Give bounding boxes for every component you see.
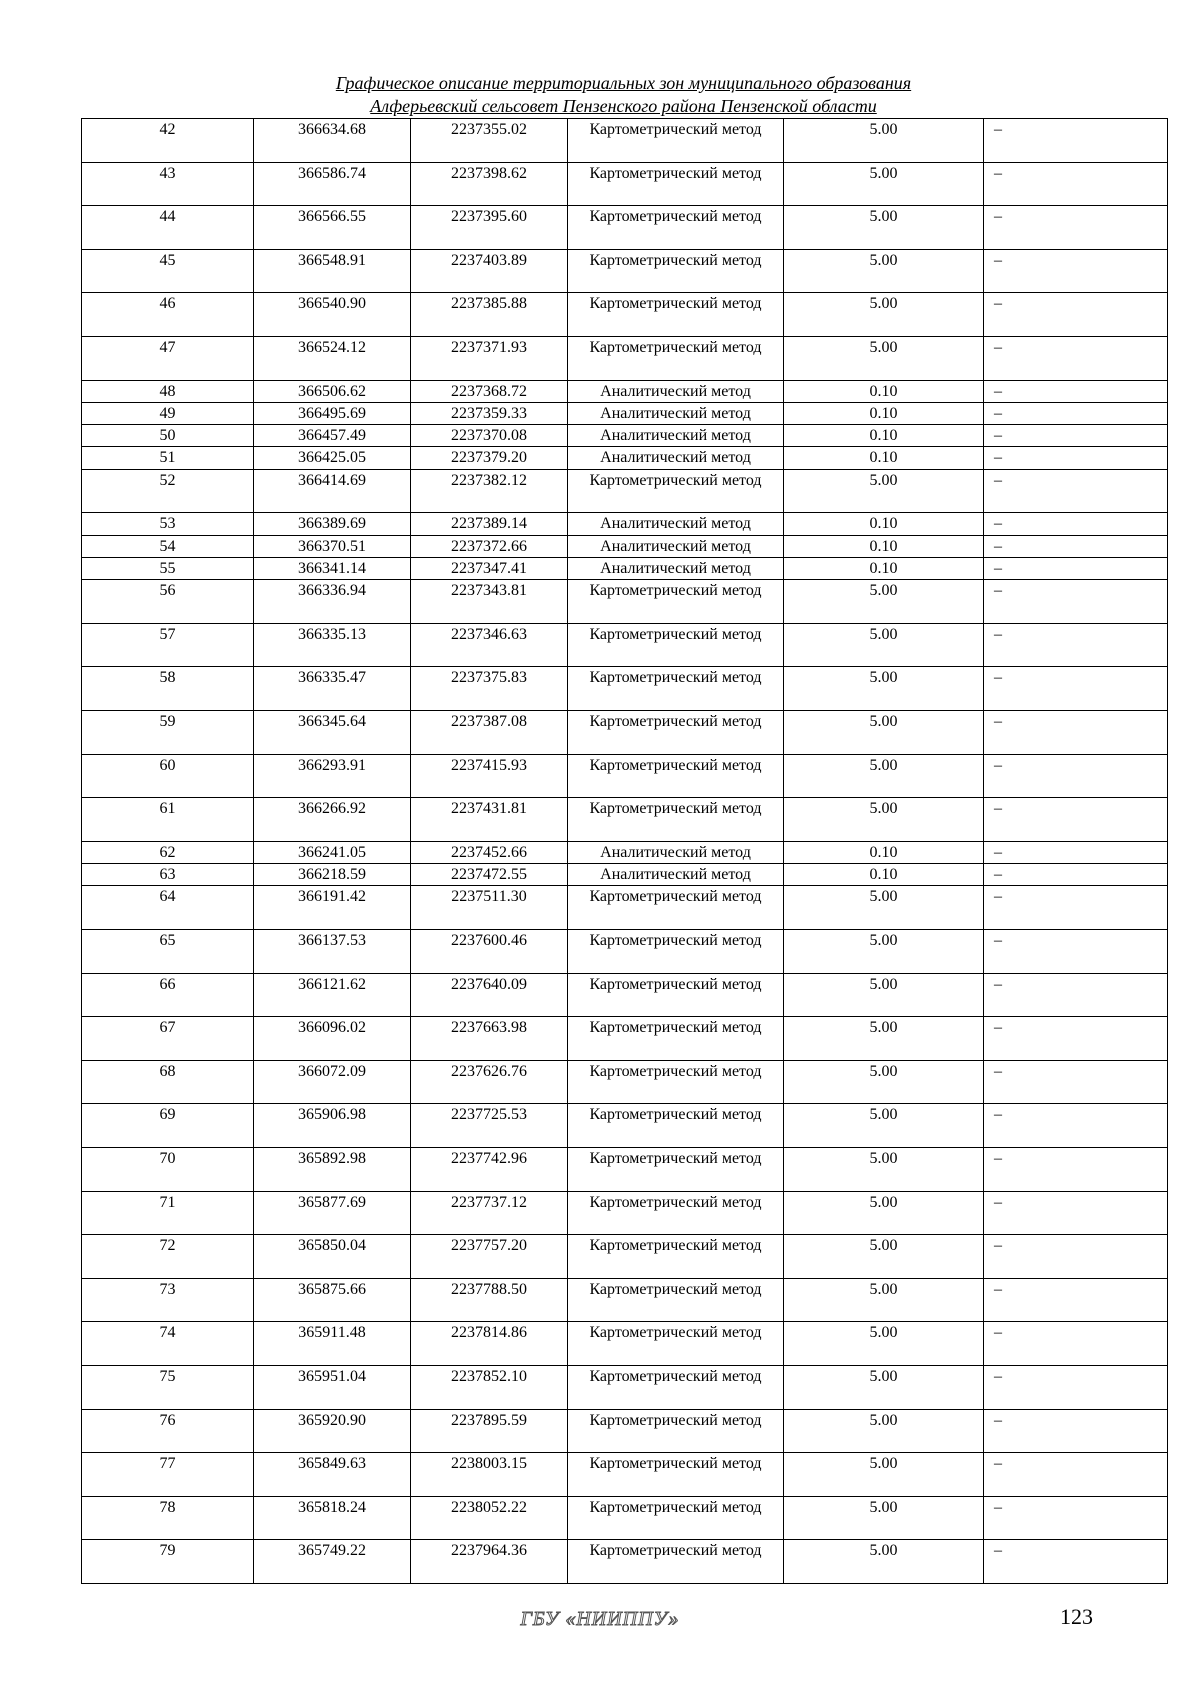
precision-cell: 0.10 <box>784 380 984 402</box>
x-coordinate-cell: 366336.94 <box>254 580 411 624</box>
note-cell: – <box>984 119 1168 163</box>
table-row <box>82 580 1168 624</box>
y-coordinate-cell: 2237385.88 <box>411 293 568 337</box>
x-coordinate-cell: 365877.69 <box>254 1191 411 1235</box>
note-cell: – <box>984 1104 1168 1148</box>
table-row <box>82 1017 1168 1061</box>
y-coordinate-cell: 2237359.33 <box>411 402 568 424</box>
x-coordinate-cell: 366341.14 <box>254 557 411 579</box>
point-number-cell: 60 <box>82 754 254 798</box>
point-number-cell: 76 <box>82 1409 254 1453</box>
footer-organization: ГБУ «НИИППУ» <box>520 1608 680 1630</box>
table-row <box>82 1409 1168 1453</box>
table-row <box>82 841 1168 863</box>
note-cell: – <box>984 425 1168 447</box>
note-cell: – <box>984 1147 1168 1191</box>
precision-cell: 0.10 <box>784 447 984 469</box>
y-coordinate-cell: 2237852.10 <box>411 1365 568 1409</box>
x-coordinate-cell: 365818.24 <box>254 1496 411 1540</box>
note-cell: – <box>984 886 1168 930</box>
y-coordinate-cell: 2237368.72 <box>411 380 568 402</box>
point-number-cell: 47 <box>82 336 254 380</box>
precision-cell: 0.10 <box>784 535 984 557</box>
method-cell: Аналитический метод <box>568 380 784 402</box>
y-coordinate-cell: 2238052.22 <box>411 1496 568 1540</box>
method-cell: Картометрический метод <box>568 206 784 250</box>
x-coordinate-cell: 366121.62 <box>254 973 411 1017</box>
point-number-cell: 64 <box>82 886 254 930</box>
method-cell: Аналитический метод <box>568 425 784 447</box>
precision-cell: 5.00 <box>784 1496 984 1540</box>
table-row <box>82 1540 1168 1584</box>
x-coordinate-cell: 366540.90 <box>254 293 411 337</box>
table-row <box>82 1496 1168 1540</box>
point-number-cell: 73 <box>82 1278 254 1322</box>
x-coordinate-cell: 365849.63 <box>254 1453 411 1497</box>
note-cell: – <box>984 864 1168 886</box>
precision-cell: 5.00 <box>784 711 984 755</box>
method-cell: Картометрический метод <box>568 623 784 667</box>
precision-cell: 5.00 <box>784 293 984 337</box>
y-coordinate-cell: 2237387.08 <box>411 711 568 755</box>
precision-cell: 5.00 <box>784 623 984 667</box>
note-cell: – <box>984 1060 1168 1104</box>
table-row <box>82 1147 1168 1191</box>
y-coordinate-cell: 2237663.98 <box>411 1017 568 1061</box>
table-row <box>82 1060 1168 1104</box>
x-coordinate-cell: 366389.69 <box>254 513 411 535</box>
point-number-cell: 51 <box>82 447 254 469</box>
point-number-cell: 50 <box>82 425 254 447</box>
method-cell: Картометрический метод <box>568 293 784 337</box>
table-row <box>82 1453 1168 1497</box>
point-number-cell: 75 <box>82 1365 254 1409</box>
precision-cell: 0.10 <box>784 425 984 447</box>
note-cell: – <box>984 754 1168 798</box>
method-cell: Картометрический метод <box>568 1191 784 1235</box>
note-cell: – <box>984 380 1168 402</box>
point-number-cell: 66 <box>82 973 254 1017</box>
method-cell: Картометрический метод <box>568 711 784 755</box>
x-coordinate-cell: 365749.22 <box>254 1540 411 1584</box>
x-coordinate-cell: 366414.69 <box>254 469 411 513</box>
table-row <box>82 623 1168 667</box>
x-coordinate-cell: 365892.98 <box>254 1147 411 1191</box>
point-number-cell: 63 <box>82 864 254 886</box>
table-row <box>82 1365 1168 1409</box>
note-cell: – <box>984 469 1168 513</box>
precision-cell: 5.00 <box>784 162 984 206</box>
precision-cell: 0.10 <box>784 864 984 886</box>
precision-cell: 0.10 <box>784 841 984 863</box>
note-cell: – <box>984 402 1168 424</box>
x-coordinate-cell: 366137.53 <box>254 929 411 973</box>
precision-cell: 5.00 <box>784 929 984 973</box>
note-cell: – <box>984 798 1168 842</box>
point-number-cell: 77 <box>82 1453 254 1497</box>
note-cell: – <box>984 513 1168 535</box>
precision-cell: 5.00 <box>784 1540 984 1584</box>
precision-cell: 5.00 <box>784 1365 984 1409</box>
y-coordinate-cell: 2237742.96 <box>411 1147 568 1191</box>
y-coordinate-cell: 2237725.53 <box>411 1104 568 1148</box>
precision-cell: 5.00 <box>784 1278 984 1322</box>
method-cell: Картометрический метод <box>568 1104 784 1148</box>
y-coordinate-cell: 2237346.63 <box>411 623 568 667</box>
precision-cell: 0.10 <box>784 513 984 535</box>
method-cell: Картометрический метод <box>568 1147 784 1191</box>
y-coordinate-cell: 2238003.15 <box>411 1453 568 1497</box>
precision-cell: 5.00 <box>784 1409 984 1453</box>
point-number-cell: 70 <box>82 1147 254 1191</box>
point-number-cell: 61 <box>82 798 254 842</box>
method-cell: Картометрический метод <box>568 469 784 513</box>
note-cell: – <box>984 336 1168 380</box>
precision-cell: 5.00 <box>784 1191 984 1235</box>
y-coordinate-cell: 2237600.46 <box>411 929 568 973</box>
precision-cell: 5.00 <box>784 580 984 624</box>
y-coordinate-cell: 2237964.36 <box>411 1540 568 1584</box>
note-cell: – <box>984 447 1168 469</box>
precision-cell: 5.00 <box>784 886 984 930</box>
y-coordinate-cell: 2237895.59 <box>411 1409 568 1453</box>
y-coordinate-cell: 2237640.09 <box>411 973 568 1017</box>
y-coordinate-cell: 2237788.50 <box>411 1278 568 1322</box>
point-number-cell: 44 <box>82 206 254 250</box>
table-row <box>82 293 1168 337</box>
x-coordinate-cell: 366072.09 <box>254 1060 411 1104</box>
note-cell: – <box>984 1409 1168 1453</box>
method-cell: Картометрический метод <box>568 249 784 293</box>
y-coordinate-cell: 2237452.66 <box>411 841 568 863</box>
point-number-cell: 56 <box>82 580 254 624</box>
point-number-cell: 46 <box>82 293 254 337</box>
method-cell: Картометрический метод <box>568 336 784 380</box>
note-cell: – <box>984 711 1168 755</box>
header-title-line-1: Графическое описание территориальных зон муниципального образования <box>335 73 912 93</box>
table-row <box>82 249 1168 293</box>
method-cell: Аналитический метод <box>568 841 784 863</box>
precision-cell: 5.00 <box>784 469 984 513</box>
x-coordinate-cell: 365906.98 <box>254 1104 411 1148</box>
note-cell: – <box>984 1322 1168 1366</box>
method-cell: Аналитический метод <box>568 535 784 557</box>
table-row <box>82 557 1168 579</box>
table-row <box>82 380 1168 402</box>
x-coordinate-cell: 366495.69 <box>254 402 411 424</box>
table-row <box>82 886 1168 930</box>
table-row <box>82 447 1168 469</box>
precision-cell: 5.00 <box>784 206 984 250</box>
y-coordinate-cell: 2237415.93 <box>411 754 568 798</box>
note-cell: – <box>984 1017 1168 1061</box>
y-coordinate-cell: 2237343.81 <box>411 580 568 624</box>
y-coordinate-cell: 2237375.83 <box>411 667 568 711</box>
note-cell: – <box>984 1278 1168 1322</box>
point-number-cell: 67 <box>82 1017 254 1061</box>
method-cell: Картометрический метод <box>568 119 784 163</box>
table-row <box>82 513 1168 535</box>
coordinates-table-body <box>82 119 1168 1584</box>
method-cell: Аналитический метод <box>568 513 784 535</box>
table-row <box>82 667 1168 711</box>
precision-cell: 5.00 <box>784 1322 984 1366</box>
method-cell: Картометрический метод <box>568 754 784 798</box>
note-cell: – <box>984 580 1168 624</box>
method-cell: Картометрический метод <box>568 1322 784 1366</box>
method-cell: Аналитический метод <box>568 864 784 886</box>
method-cell: Картометрический метод <box>568 886 784 930</box>
precision-cell: 5.00 <box>784 336 984 380</box>
point-number-cell: 53 <box>82 513 254 535</box>
point-number-cell: 54 <box>82 535 254 557</box>
table-row <box>82 798 1168 842</box>
table-row <box>82 206 1168 250</box>
note-cell: – <box>984 623 1168 667</box>
point-number-cell: 52 <box>82 469 254 513</box>
method-cell: Картометрический метод <box>568 580 784 624</box>
note-cell: – <box>984 293 1168 337</box>
table-row <box>82 929 1168 973</box>
note-cell: – <box>984 249 1168 293</box>
x-coordinate-cell: 366524.12 <box>254 336 411 380</box>
precision-cell: 5.00 <box>784 1060 984 1104</box>
y-coordinate-cell: 2237370.08 <box>411 425 568 447</box>
coordinates-table <box>81 118 1168 1584</box>
point-number-cell: 43 <box>82 162 254 206</box>
x-coordinate-cell: 366370.51 <box>254 535 411 557</box>
point-number-cell: 68 <box>82 1060 254 1104</box>
method-cell: Картометрический метод <box>568 1365 784 1409</box>
x-coordinate-cell: 366548.91 <box>254 249 411 293</box>
method-cell: Картометрический метод <box>568 162 784 206</box>
y-coordinate-cell: 2237737.12 <box>411 1191 568 1235</box>
precision-cell: 5.00 <box>784 1147 984 1191</box>
y-coordinate-cell: 2237814.86 <box>411 1322 568 1366</box>
table-row <box>82 119 1168 163</box>
point-number-cell: 49 <box>82 402 254 424</box>
table-row <box>82 864 1168 886</box>
note-cell: – <box>984 841 1168 863</box>
note-cell: – <box>984 1365 1168 1409</box>
y-coordinate-cell: 2237372.66 <box>411 535 568 557</box>
y-coordinate-cell: 2237347.41 <box>411 557 568 579</box>
table-row <box>82 425 1168 447</box>
method-cell: Аналитический метод <box>568 402 784 424</box>
precision-cell: 5.00 <box>784 1235 984 1279</box>
method-cell: Картометрический метод <box>568 1017 784 1061</box>
method-cell: Картометрический метод <box>568 667 784 711</box>
precision-cell: 5.00 <box>784 1104 984 1148</box>
point-number-cell: 48 <box>82 380 254 402</box>
point-number-cell: 79 <box>82 1540 254 1584</box>
note-cell: – <box>984 557 1168 579</box>
precision-cell: 0.10 <box>784 402 984 424</box>
method-cell: Картометрический метод <box>568 1278 784 1322</box>
y-coordinate-cell: 2237355.02 <box>411 119 568 163</box>
x-coordinate-cell: 366218.59 <box>254 864 411 886</box>
table-row <box>82 1235 1168 1279</box>
method-cell: Картометрический метод <box>568 1060 784 1104</box>
precision-cell: 5.00 <box>784 973 984 1017</box>
table-row <box>82 535 1168 557</box>
note-cell: – <box>984 1235 1168 1279</box>
point-number-cell: 55 <box>82 557 254 579</box>
precision-cell: 5.00 <box>784 249 984 293</box>
method-cell: Картометрический метод <box>568 929 784 973</box>
table-row <box>82 973 1168 1017</box>
x-coordinate-cell: 366241.05 <box>254 841 411 863</box>
note-cell: – <box>984 929 1168 973</box>
precision-cell: 0.10 <box>784 557 984 579</box>
point-number-cell: 59 <box>82 711 254 755</box>
note-cell: – <box>984 1453 1168 1497</box>
header-title-line-2: Алферьевский сельсовет Пензенского района Пензенской области <box>370 96 877 116</box>
table-row <box>82 711 1168 755</box>
document-header <box>80 72 1167 118</box>
x-coordinate-cell: 366506.62 <box>254 380 411 402</box>
point-number-cell: 42 <box>82 119 254 163</box>
x-coordinate-cell: 366586.74 <box>254 162 411 206</box>
x-coordinate-cell: 365951.04 <box>254 1365 411 1409</box>
note-cell: – <box>984 667 1168 711</box>
x-coordinate-cell: 366293.91 <box>254 754 411 798</box>
precision-cell: 5.00 <box>784 798 984 842</box>
note-cell: – <box>984 1191 1168 1235</box>
method-cell: Картометрический метод <box>568 973 784 1017</box>
y-coordinate-cell: 2237626.76 <box>411 1060 568 1104</box>
y-coordinate-cell: 2237379.20 <box>411 447 568 469</box>
x-coordinate-cell: 366457.49 <box>254 425 411 447</box>
point-number-cell: 74 <box>82 1322 254 1366</box>
method-cell: Картометрический метод <box>568 1453 784 1497</box>
note-cell: – <box>984 1540 1168 1584</box>
note-cell: – <box>984 535 1168 557</box>
y-coordinate-cell: 2237511.30 <box>411 886 568 930</box>
point-number-cell: 72 <box>82 1235 254 1279</box>
point-number-cell: 45 <box>82 249 254 293</box>
precision-cell: 5.00 <box>784 667 984 711</box>
note-cell: – <box>984 206 1168 250</box>
table-row <box>82 402 1168 424</box>
point-number-cell: 65 <box>82 929 254 973</box>
table-row <box>82 336 1168 380</box>
y-coordinate-cell: 2237389.14 <box>411 513 568 535</box>
table-row <box>82 1322 1168 1366</box>
y-coordinate-cell: 2237371.93 <box>411 336 568 380</box>
precision-cell: 5.00 <box>784 119 984 163</box>
y-coordinate-cell: 2237431.81 <box>411 798 568 842</box>
x-coordinate-cell: 365875.66 <box>254 1278 411 1322</box>
x-coordinate-cell: 365920.90 <box>254 1409 411 1453</box>
x-coordinate-cell: 366335.47 <box>254 667 411 711</box>
page-number: 123 <box>1060 1604 1093 1629</box>
y-coordinate-cell: 2237398.62 <box>411 162 568 206</box>
method-cell: Картометрический метод <box>568 1540 784 1584</box>
point-number-cell: 57 <box>82 623 254 667</box>
precision-cell: 5.00 <box>784 1017 984 1061</box>
y-coordinate-cell: 2237382.12 <box>411 469 568 513</box>
x-coordinate-cell: 365911.48 <box>254 1322 411 1366</box>
method-cell: Картометрический метод <box>568 1496 784 1540</box>
point-number-cell: 58 <box>82 667 254 711</box>
x-coordinate-cell: 366425.05 <box>254 447 411 469</box>
note-cell: – <box>984 973 1168 1017</box>
y-coordinate-cell: 2237472.55 <box>411 864 568 886</box>
precision-cell: 5.00 <box>784 1453 984 1497</box>
table-row <box>82 469 1168 513</box>
y-coordinate-cell: 2237395.60 <box>411 206 568 250</box>
table-row <box>82 162 1168 206</box>
x-coordinate-cell: 366566.55 <box>254 206 411 250</box>
method-cell: Аналитический метод <box>568 447 784 469</box>
table-row <box>82 1191 1168 1235</box>
note-cell: – <box>984 162 1168 206</box>
x-coordinate-cell: 366191.42 <box>254 886 411 930</box>
point-number-cell: 78 <box>82 1496 254 1540</box>
method-cell: Картометрический метод <box>568 1409 784 1453</box>
y-coordinate-cell: 2237403.89 <box>411 249 568 293</box>
table-row <box>82 754 1168 798</box>
table-row <box>82 1104 1168 1148</box>
precision-cell: 5.00 <box>784 754 984 798</box>
x-coordinate-cell: 366335.13 <box>254 623 411 667</box>
method-cell: Картометрический метод <box>568 798 784 842</box>
note-cell: – <box>984 1496 1168 1540</box>
x-coordinate-cell: 366096.02 <box>254 1017 411 1061</box>
table-row <box>82 1278 1168 1322</box>
point-number-cell: 62 <box>82 841 254 863</box>
x-coordinate-cell: 365850.04 <box>254 1235 411 1279</box>
method-cell: Аналитический метод <box>568 557 784 579</box>
point-number-cell: 69 <box>82 1104 254 1148</box>
x-coordinate-cell: 366634.68 <box>254 119 411 163</box>
x-coordinate-cell: 366266.92 <box>254 798 411 842</box>
x-coordinate-cell: 366345.64 <box>254 711 411 755</box>
point-number-cell: 71 <box>82 1191 254 1235</box>
y-coordinate-cell: 2237757.20 <box>411 1235 568 1279</box>
method-cell: Картометрический метод <box>568 1235 784 1279</box>
